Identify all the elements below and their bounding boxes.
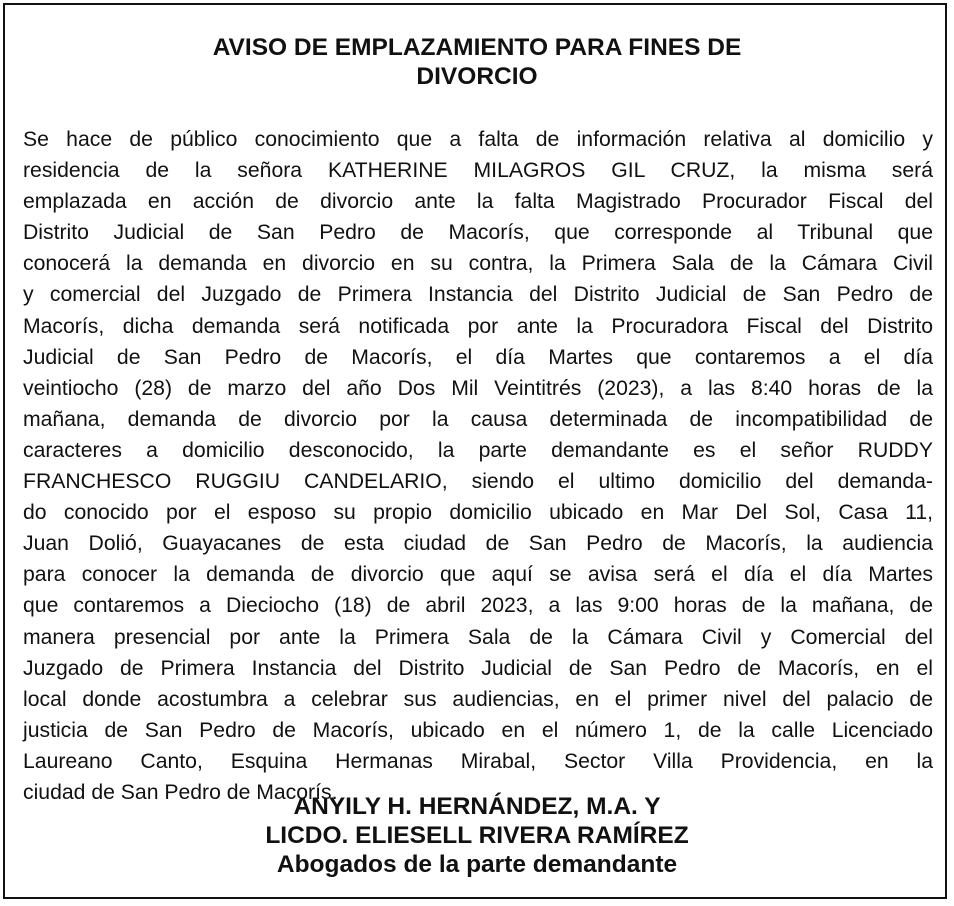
- body-line: emplazada en acción de divorcio ante la falta Magistrado Procurador Fiscal del: [23, 190, 933, 214]
- body-line: para conocer la demanda de divorcio que aquí se avisa será el día el día Martes: [23, 563, 933, 587]
- body-line: conocerá la demanda en divorcio en su contra, la Primera Sala de la Cámara Civil: [23, 252, 933, 276]
- body-line: ciudad de San Pedro de Macorís.: [23, 780, 338, 804]
- body-line: residencia de la señora KATHERINE MILAGROS GIL CRUZ, la misma será: [23, 159, 933, 183]
- body-line: local donde acostumbra a celebrar sus audiencias, en el primer nivel del palacio de: [23, 687, 933, 711]
- body-line: que contaremos a Dieciocho (18) de abril 2023, a las 9:00 horas de la mañana, de: [23, 594, 933, 618]
- body-line: Judicial de San Pedro de Macorís, el día Martes que contaremos a el día: [23, 345, 933, 369]
- signature-line-1: ANYILY H. HERNÁNDEZ, M.A. Y: [293, 793, 661, 820]
- body-line: mañana, demanda de divorcio por la causa determinada de incompatibilidad de: [23, 407, 933, 431]
- body-line: Distrito Judicial de San Pedro de Macorís, que corresponde al Tribunal que: [23, 221, 933, 245]
- signature-line-2: LICDO. ELIESELL RIVERA RAMÍREZ: [265, 822, 689, 849]
- notice-frame: [3, 3, 947, 899]
- notice-title-line-1: AVISO DE EMPLAZAMIENTO PARA FINES DE: [212, 34, 742, 61]
- body-line: justicia de San Pedro de Macorís, ubicado en el número 1, de la calle Licenciado: [23, 718, 933, 742]
- body-line: Se hace de público conocimiento que a falta de información relativa al domicilio y: [23, 128, 933, 151]
- signature-line-3: Abogados de la parte demandante: [276, 851, 678, 878]
- body-line: Laureano Canto, Esquina Hermanas Mirabal, Sector Villa Providencia, en la: [23, 749, 933, 773]
- notice-body: [23, 124, 933, 808]
- body-line: do conocido por el esposo su propio domicilio ubicado en Mar Del Sol, Casa 11,: [23, 501, 933, 525]
- body-line: caracteres a domicilio desconocido, la parte demandante es el señor RUDDY: [23, 438, 933, 462]
- notice-title-line-2: DIVORCIO: [416, 63, 538, 90]
- body-line: veintiocho (28) de marzo del año Dos Mil Veintitrés (2023), a las 8:40 horas de la: [23, 376, 933, 400]
- body-line: FRANCHESCO RUGGIU CANDELARIO, siendo el ultimo domicilio del demanda-: [23, 470, 933, 494]
- body-line: Juzgado de Primera Instancia del Distrito Judicial de San Pedro de Macorís, en el: [23, 656, 933, 680]
- body-line: manera presencial por ante la Primera Sala de la Cámara Civil y Comercial del: [23, 625, 933, 649]
- body-line: Macorís, dicha demanda será notificada por ante la Procuradora Fiscal del Distrito: [23, 314, 933, 338]
- body-line: y comercial del Juzgado de Primera Instancia del Distrito Judicial de San Pedro de: [23, 283, 933, 307]
- notice-title: [5, 33, 949, 91]
- signature-block: [5, 792, 949, 879]
- body-line: Juan Dolió, Guayacanes de esta ciudad de San Pedro de Macorís, la audiencia: [23, 532, 933, 556]
